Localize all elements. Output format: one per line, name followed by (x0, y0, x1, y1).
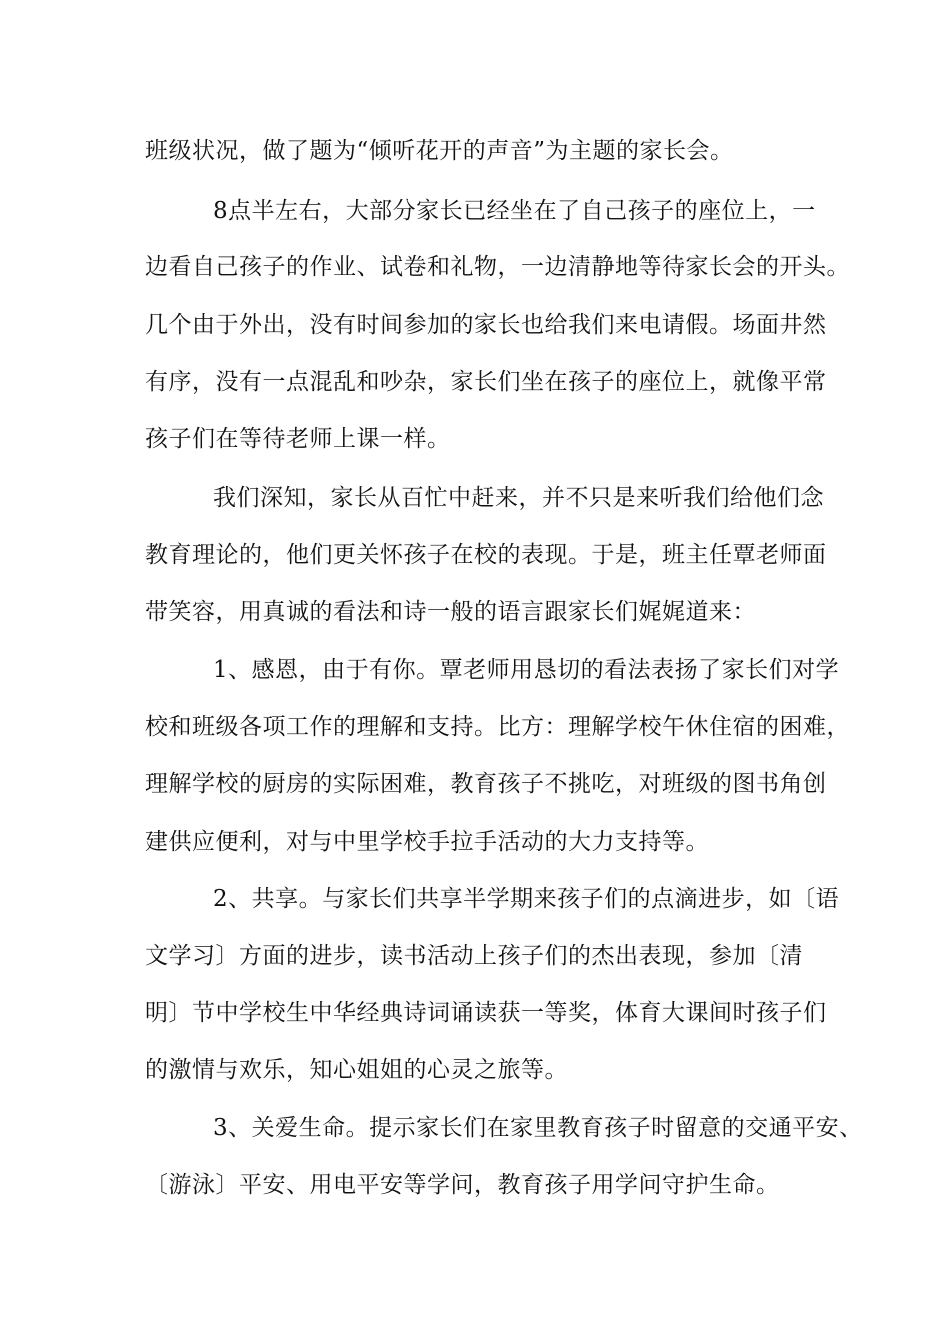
text-line: 〔游泳〕平安、用电平安等学问，教育孩子用学问守护生命。 (145, 1172, 780, 1198)
text-line: 校和班级各项工作的理解和支持。比方：理解学校午休住宿的困难， (145, 714, 850, 740)
text-line: 孩子们在等待老师上课一样。 (145, 426, 451, 452)
text-line: 3、关爱生命。提示家长们在家里教育孩子时留意的交通平安、 (213, 1115, 863, 1141)
text-line: 明〕节中学校生中华经典诗词诵读获一等奖，体育大课间时孩子们 (145, 1000, 827, 1026)
text-line: 带笑容，用真诚的看法和诗一般的语言跟家长们娓娓道来： (145, 599, 756, 625)
text-line: 的激情与欢乐，知心姐姐的心灵之旅等。 (145, 1057, 568, 1083)
text-line: 1、感恩，由于有你。覃老师用恳切的看法表扬了家长们对学 (213, 657, 840, 683)
text-line: 教育理论的，他们更关怀孩子在校的表现。于是，班主任覃老师面 (145, 542, 827, 568)
text-line: 我们深知，家长从百忙中赶来，并不只是来听我们给他们念 (213, 485, 824, 511)
text-line: 理解学校的厨房的实际困难，教育孩子不挑吃，对班级的图书角创 (145, 771, 827, 797)
text-line: 文学习〕方面的进步，读书活动上孩子们的杰出表现，参加〔清 (145, 943, 803, 969)
text-line: 8点半左右，大部分家长已经坐在了自己孩子的座位上，一 (213, 198, 816, 224)
text-line: 建供应便利，对与中里学校手拉手活动的大力支持等。 (145, 829, 709, 855)
text-line: 班级状况，做了题为“倾听花开的声音”为主题的家长会。 (145, 138, 734, 164)
text-line: 有序，没有一点混乱和吵杂，家长们坐在孩子的座位上，就像平常 (145, 369, 827, 395)
text-line: 几个由于外出，没有时间参加的家长也给我们来电请假。场面井然 (145, 312, 827, 338)
text-line: 边看自己孩子的作业、试卷和礼物，一边清静地等待家长会的开头。 (145, 254, 850, 280)
text-line: 2、共享。与家长们共享半学期来孩子们的点滴进步，如〔语 (213, 886, 840, 912)
